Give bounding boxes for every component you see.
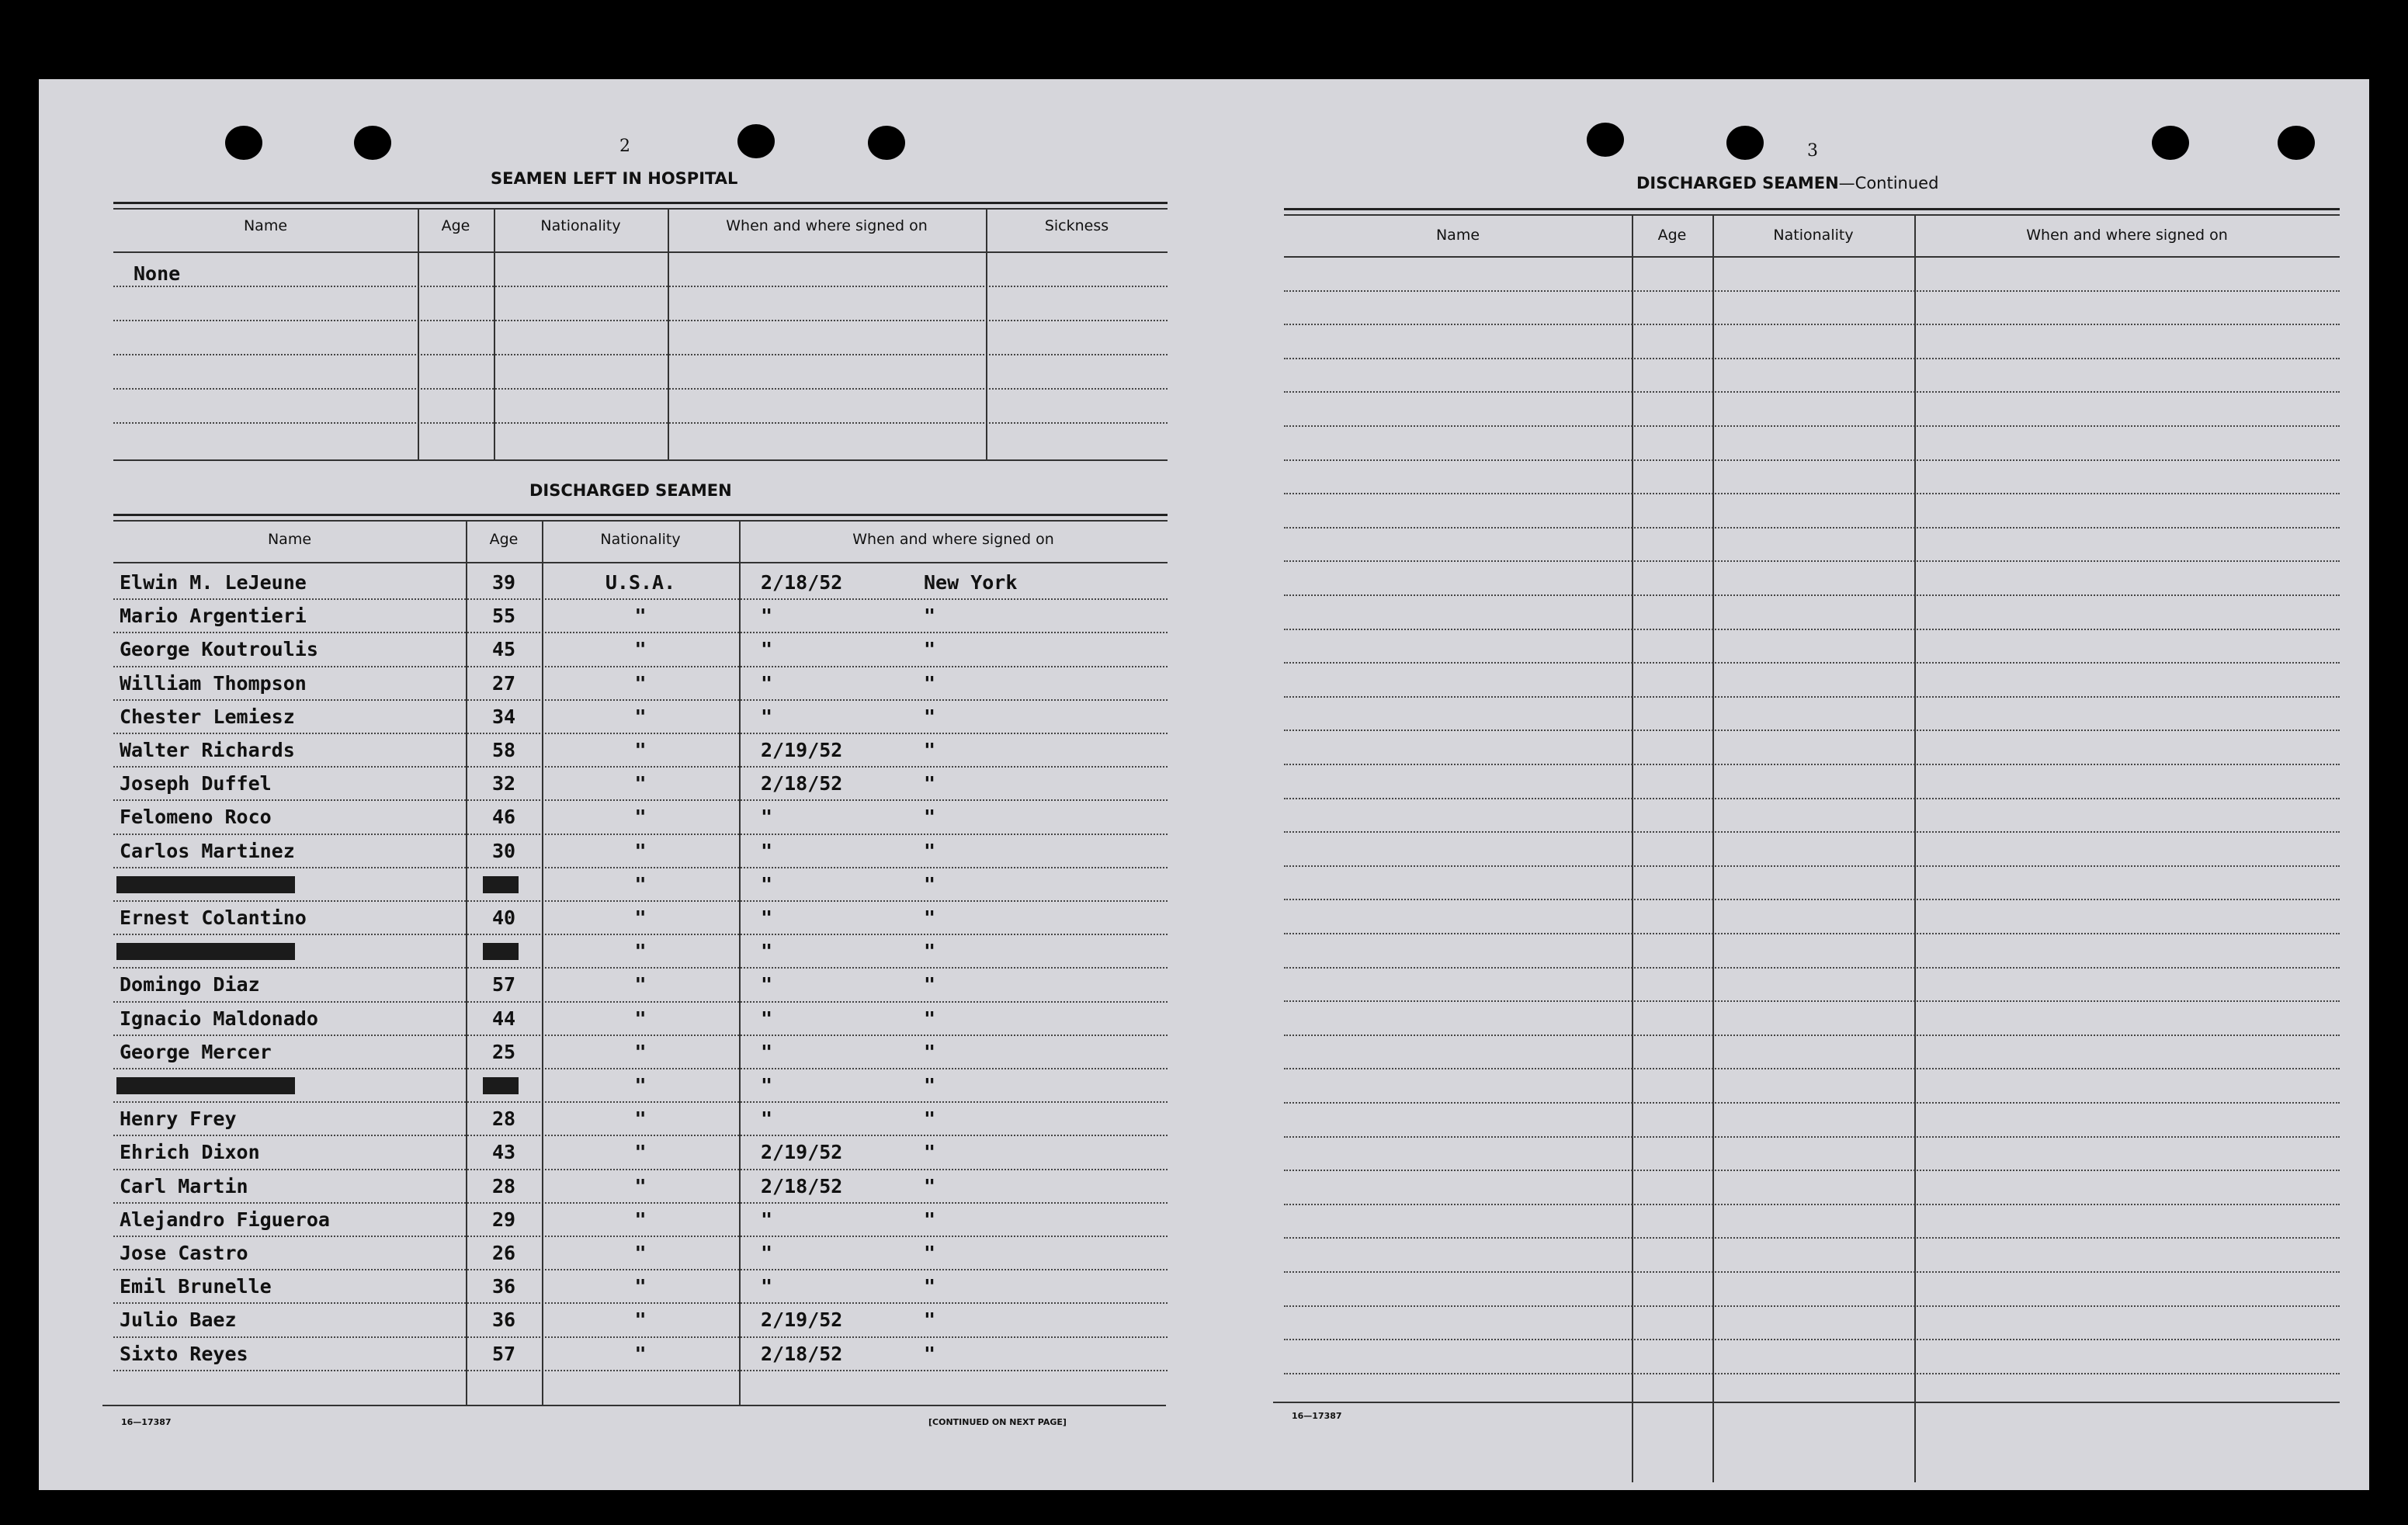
- row-line: [1284, 1035, 2340, 1036]
- seaman-age: 57: [491, 973, 516, 996]
- seaman-age: 55: [491, 605, 516, 628]
- seaman-nationality: ": [634, 973, 647, 996]
- column-header-age: Age: [1657, 227, 1687, 244]
- signed-on-place: ": [924, 1074, 936, 1097]
- redaction-mark: [483, 943, 519, 960]
- signed-on-date: ": [761, 671, 773, 695]
- row-line: [113, 1202, 1168, 1204]
- column-header-name: Name: [243, 217, 288, 234]
- punch-hole: [868, 126, 905, 160]
- column-header-signed-on: When and where signed on: [726, 217, 928, 234]
- seaman-nationality: ": [634, 671, 647, 695]
- signed-on-date: 2/18/52: [761, 1342, 843, 1365]
- col-line: [1914, 214, 1916, 1482]
- seaman-nationality: ": [634, 1141, 647, 1164]
- column-header-nationality: Nationality: [540, 217, 621, 234]
- seaman-age: 57: [491, 1342, 516, 1365]
- seaman-name: Chester Lemiesz: [120, 705, 295, 728]
- row-line: [1284, 358, 2340, 359]
- col-line: [494, 208, 495, 459]
- seaman-name: Ignacio Maldonado: [120, 1007, 318, 1030]
- col-line: [418, 208, 419, 459]
- signed-on-place: ": [924, 806, 936, 829]
- seaman-age: 58: [491, 739, 516, 761]
- seaman-name: Mario Argentieri: [120, 605, 307, 628]
- signed-on-date: ": [761, 872, 773, 896]
- signed-on-date: ": [761, 605, 773, 628]
- row-line: [1284, 1136, 2340, 1138]
- page-number: 2: [619, 137, 630, 156]
- row-line: [113, 1370, 1168, 1371]
- signed-on-place: ": [924, 705, 936, 728]
- row-line: [1284, 391, 2340, 393]
- seaman-age: 45: [491, 638, 516, 661]
- col-line: [986, 208, 987, 459]
- row-line: [113, 699, 1168, 701]
- seaman-name: Henry Frey: [120, 1107, 237, 1131]
- seaman-name: Joseph Duffel: [120, 772, 272, 795]
- punch-hole: [354, 126, 391, 160]
- seaman-nationality: ": [634, 1308, 647, 1332]
- signed-on-date: ": [761, 806, 773, 829]
- signed-on-date: 2/18/52: [761, 571, 843, 594]
- row-line: [1284, 798, 2340, 799]
- signed-on-date: 2/18/52: [761, 772, 843, 795]
- signed-on-place: ": [924, 1174, 936, 1197]
- row-line: [113, 733, 1168, 734]
- signed-on-place: ": [924, 872, 936, 896]
- seaman-age: 34: [491, 705, 516, 728]
- table-rule: [102, 1405, 1166, 1406]
- signed-on-place: ": [924, 605, 936, 628]
- col-line: [466, 520, 467, 1405]
- seaman-name: William Thompson: [120, 671, 307, 695]
- row-line: [113, 354, 1168, 355]
- redaction-mark: [483, 1077, 519, 1094]
- row-line: [1284, 1170, 2340, 1171]
- row-line: [1284, 933, 2340, 934]
- row-line: [1284, 459, 2340, 461]
- row-line: [1284, 764, 2340, 765]
- row-line: [1284, 1237, 2340, 1239]
- row-line: [113, 422, 1168, 424]
- row-line: [1284, 1204, 2340, 1205]
- seaman-name: Carlos Martinez: [120, 839, 295, 862]
- row-line: [1284, 1339, 2340, 1340]
- row-line: [113, 934, 1168, 935]
- redaction-mark: [116, 943, 295, 960]
- row-line: [1284, 1000, 2340, 1002]
- form-number: 16—17387: [1292, 1411, 1342, 1421]
- signed-on-date: 2/19/52: [761, 1308, 843, 1332]
- seaman-name: Jose Castro: [120, 1242, 248, 1264]
- row-line: [1284, 1102, 2340, 1104]
- seaman-nationality: ": [634, 1174, 647, 1197]
- signed-on-place: New York: [924, 571, 1018, 594]
- seaman-nationality: ": [634, 839, 647, 862]
- row-line: [113, 766, 1168, 768]
- seaman-age: 25: [491, 1040, 516, 1063]
- seaman-nationality: ": [634, 1342, 647, 1365]
- signed-on-date: ": [761, 705, 773, 728]
- row-line: [1284, 696, 2340, 698]
- table-rule: [113, 208, 1168, 210]
- form-number: 16—17387: [121, 1417, 172, 1427]
- row-line: [113, 1135, 1168, 1136]
- col-line: [542, 520, 543, 1405]
- seaman-age: 30: [491, 839, 516, 862]
- col-line: [1712, 214, 1714, 1482]
- signed-on-place: ": [924, 638, 936, 661]
- signed-on-date: ": [761, 1208, 773, 1231]
- seaman-nationality: ": [634, 605, 647, 628]
- continued-section-title: [1636, 174, 1938, 192]
- seaman-nationality: ": [634, 1275, 647, 1298]
- redaction-mark: [116, 1077, 295, 1094]
- signed-on-date: ": [761, 1275, 773, 1298]
- table-rule: [113, 520, 1168, 522]
- seaman-nationality: ": [634, 1040, 647, 1063]
- seaman-name: Carl Martin: [120, 1174, 248, 1197]
- column-header-nationality: Nationality: [600, 531, 681, 548]
- redaction-mark: [116, 876, 295, 893]
- signed-on-place: ": [924, 1308, 936, 1332]
- table-rule: [1284, 214, 2340, 216]
- seaman-age: 36: [491, 1308, 516, 1332]
- row-line: [1284, 662, 2340, 664]
- signed-on-date: ": [761, 839, 773, 862]
- seaman-name: Emil Brunelle: [120, 1275, 272, 1298]
- hospital-none: None: [134, 262, 181, 285]
- table-rule: [1284, 208, 2340, 210]
- page-number: 3: [1807, 141, 1818, 161]
- signed-on-place: ": [924, 1208, 936, 1231]
- seaman-name: Julio Baez: [120, 1308, 237, 1332]
- seaman-name: Elwin M. LeJeune: [120, 571, 307, 594]
- column-header-age: Age: [489, 531, 519, 548]
- column-header-name: Name: [267, 531, 312, 548]
- row-line: [113, 1269, 1168, 1270]
- table-rule: [113, 562, 1168, 563]
- punch-hole: [737, 124, 775, 158]
- seaman-age: 43: [491, 1141, 516, 1164]
- signed-on-place: ": [924, 671, 936, 695]
- punch-hole: [2152, 126, 2189, 160]
- row-line: [113, 320, 1168, 321]
- seaman-nationality: ": [634, 906, 647, 929]
- seaman-nationality: ": [634, 1107, 647, 1131]
- seaman-nationality: ": [634, 872, 647, 896]
- hospital-section-title: SEAMEN LEFT IN HOSPITAL: [491, 169, 738, 188]
- signed-on-date: 2/19/52: [761, 1141, 843, 1164]
- seaman-age: 44: [491, 1007, 516, 1030]
- table-rule: [113, 202, 1168, 204]
- row-line: [113, 666, 1168, 667]
- column-header-name: Name: [1435, 227, 1480, 244]
- seaman-name: Walter Richards: [120, 739, 295, 761]
- seaman-nationality: ": [634, 638, 647, 661]
- signed-on-date: ": [761, 940, 773, 963]
- seaman-name: Sixto Reyes: [120, 1342, 248, 1365]
- row-line: [1284, 967, 2340, 969]
- row-line: [113, 867, 1168, 868]
- section-title-text: DISCHARGED SEAMEN: [1636, 174, 1839, 192]
- seaman-age: 39: [491, 571, 516, 594]
- signed-on-place: ": [924, 1107, 936, 1131]
- section-title-continued: —Continued: [1838, 174, 1939, 192]
- row-line: [1284, 493, 2340, 494]
- column-header-nationality: Nationality: [1773, 227, 1854, 244]
- seaman-nationality: U.S.A.: [605, 571, 676, 594]
- signed-on-date: ": [761, 1040, 773, 1063]
- seaman-nationality: ": [634, 1074, 647, 1097]
- seaman-nationality: ": [634, 705, 647, 728]
- seaman-age: 32: [491, 772, 516, 795]
- row-line: [1284, 730, 2340, 731]
- table-rule: [113, 514, 1168, 516]
- seaman-name: Alejandro Figueroa: [120, 1208, 330, 1231]
- table-rule: [113, 459, 1168, 461]
- row-line: [1284, 865, 2340, 867]
- column-header-sickness: Sickness: [1044, 217, 1109, 234]
- punch-hole: [1726, 126, 1764, 160]
- signed-on-place: ": [924, 1141, 936, 1164]
- table-rule: [1273, 1402, 2340, 1403]
- seaman-nationality: ": [634, 940, 647, 963]
- signed-on-place: ": [924, 1242, 936, 1264]
- seaman-age: 29: [491, 1208, 516, 1231]
- seaman-age: 28: [491, 1107, 516, 1131]
- signed-on-place: ": [924, 906, 936, 929]
- continued-note: [CONTINUED ON NEXT PAGE]: [928, 1417, 1067, 1427]
- seaman-nationality: ": [634, 739, 647, 761]
- table-rule: [1284, 256, 2340, 258]
- row-line: [1284, 629, 2340, 630]
- signed-on-place: ": [924, 772, 936, 795]
- signed-on-place: ": [924, 839, 936, 862]
- seaman-age: 28: [491, 1174, 516, 1197]
- col-line: [1632, 214, 1633, 1482]
- row-line: [1284, 899, 2340, 900]
- row-line: [113, 1101, 1168, 1103]
- row-line: [113, 1302, 1168, 1304]
- seaman-nationality: ": [634, 806, 647, 829]
- signed-on-place: ": [924, 1275, 936, 1298]
- row-line: [1284, 527, 2340, 529]
- seaman-age: 46: [491, 806, 516, 829]
- row-line: [1284, 1305, 2340, 1307]
- row-line: [1284, 425, 2340, 427]
- seaman-name: Felomeno Roco: [120, 806, 272, 829]
- seaman-age: 36: [491, 1275, 516, 1298]
- row-line: [1284, 831, 2340, 833]
- row-line: [113, 1068, 1168, 1069]
- row-line: [1284, 1068, 2340, 1069]
- punch-hole: [225, 126, 262, 160]
- row-line: [113, 598, 1168, 600]
- seaman-name: George Koutroulis: [120, 638, 318, 661]
- seaman-nationality: ": [634, 772, 647, 795]
- seaman-nationality: ": [634, 1007, 647, 1030]
- row-line: [113, 799, 1168, 801]
- signed-on-place: ": [924, 739, 936, 761]
- row-line: [113, 900, 1168, 902]
- signed-on-place: ": [924, 1040, 936, 1063]
- row-line: [113, 834, 1168, 835]
- document-sheet: [39, 79, 2369, 1490]
- column-header-age: Age: [441, 217, 470, 234]
- row-line: [1284, 1373, 2340, 1374]
- signed-on-place: ": [924, 940, 936, 963]
- redaction-mark: [483, 876, 519, 893]
- punch-hole: [2278, 126, 2315, 160]
- row-line: [113, 1035, 1168, 1036]
- signed-on-place: ": [924, 1007, 936, 1030]
- row-line: [113, 1336, 1168, 1338]
- signed-on-date: ": [761, 1074, 773, 1097]
- punch-hole: [1587, 123, 1624, 157]
- seaman-age: 26: [491, 1242, 516, 1264]
- seaman-age: 40: [491, 906, 516, 929]
- signed-on-place: ": [924, 1342, 936, 1365]
- signed-on-date: ": [761, 906, 773, 929]
- row-line: [1284, 290, 2340, 292]
- seaman-name: Ernest Colantino: [120, 906, 307, 929]
- seaman-name: Domingo Diaz: [120, 973, 260, 996]
- row-line: [113, 1169, 1168, 1170]
- seaman-name: Ehrich Dixon: [120, 1141, 260, 1164]
- col-line: [668, 208, 669, 459]
- row-line: [1284, 560, 2340, 562]
- signed-on-date: 2/18/52: [761, 1174, 843, 1197]
- seaman-age: 27: [491, 671, 516, 695]
- signed-on-date: ": [761, 638, 773, 661]
- column-header-signed-on: When and where signed on: [2026, 227, 2228, 244]
- row-line: [113, 632, 1168, 633]
- seaman-nationality: ": [634, 1242, 647, 1264]
- row-line: [113, 1236, 1168, 1237]
- discharged-section-title: DISCHARGED SEAMEN: [529, 481, 732, 500]
- row-line: [1284, 594, 2340, 596]
- row-line: [113, 967, 1168, 969]
- row-line: [113, 286, 1168, 287]
- col-line: [739, 520, 741, 1405]
- signed-on-date: ": [761, 1107, 773, 1131]
- seaman-nationality: ": [634, 1208, 647, 1231]
- signed-on-date: ": [761, 1007, 773, 1030]
- row-line: [113, 1001, 1168, 1003]
- signed-on-date: ": [761, 1242, 773, 1264]
- signed-on-place: ": [924, 973, 936, 996]
- table-rule: [113, 251, 1168, 253]
- signed-on-date: 2/19/52: [761, 739, 843, 761]
- signed-on-date: ": [761, 973, 773, 996]
- row-line: [1284, 324, 2340, 325]
- seaman-name: George Mercer: [120, 1040, 272, 1063]
- column-header-signed-on: When and where signed on: [852, 531, 1054, 548]
- row-line: [113, 388, 1168, 390]
- row-line: [1284, 1271, 2340, 1273]
